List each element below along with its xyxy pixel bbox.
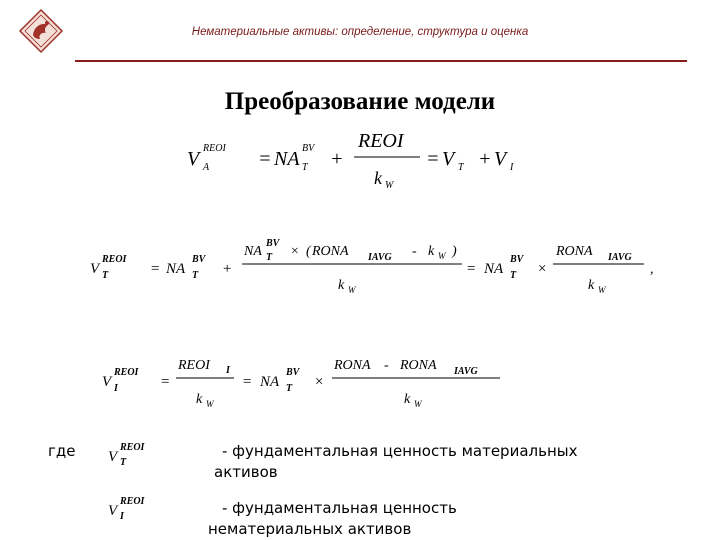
svg-text:k: k (338, 278, 345, 293)
svg-text:I: I (510, 162, 514, 173)
svg-text:): ) (452, 244, 457, 259)
legend-item-1-text-cont: активов (214, 463, 278, 481)
svg-text:T: T (102, 270, 109, 281)
svg-text:+: + (330, 148, 344, 170)
svg-text:k: k (404, 392, 411, 407)
legend-item-2-text-cont: нематериальных активов (208, 520, 412, 538)
svg-text:V: V (102, 374, 112, 390)
header-title: Нематериальные активы: определение, структура и оценка (191, 26, 529, 38)
svg-text:=: = (160, 374, 171, 390)
svg-text:=: = (242, 374, 253, 390)
svg-text:REOI: REOI (120, 442, 145, 453)
svg-text:BV: BV (192, 254, 206, 265)
svg-text:k: k (374, 168, 382, 188)
svg-text:×: × (537, 261, 548, 277)
svg-text:×: × (290, 244, 300, 259)
svg-text:T: T (510, 270, 517, 281)
svg-text:RONA: RONA (334, 358, 371, 373)
svg-text:NA: NA (166, 261, 186, 277)
svg-text:W: W (206, 399, 214, 409)
svg-text:,: , (650, 262, 654, 277)
svg-text:V: V (494, 148, 507, 170)
svg-text:BV: BV (266, 238, 280, 249)
svg-text:BV: BV (302, 143, 315, 154)
svg-text:W: W (438, 251, 446, 261)
legend-item-1-text: - фундаментальная ценность материальных (222, 442, 578, 460)
svg-text:+: + (478, 148, 492, 170)
svg-text:V: V (90, 261, 100, 277)
svg-text:RONA: RONA (556, 244, 593, 259)
svg-text:REOI: REOI (358, 130, 404, 152)
svg-text:NA: NA (244, 244, 262, 259)
legend-where-label: где (48, 442, 76, 460)
svg-text:W: W (348, 285, 356, 295)
svg-text:=: = (150, 261, 161, 277)
svg-text:NA: NA (260, 374, 280, 390)
svg-text:V: V (108, 503, 118, 519)
svg-text:V: V (108, 449, 118, 465)
svg-text:T: T (286, 383, 293, 394)
svg-text:NA: NA (484, 261, 504, 277)
svg-text:REOI: REOI (178, 358, 210, 373)
svg-text:BV: BV (286, 367, 300, 378)
svg-text:T: T (120, 457, 127, 468)
svg-text:IAVG: IAVG (454, 366, 478, 377)
svg-text:T: T (192, 270, 199, 281)
svg-text:V: V (442, 148, 455, 170)
svg-text:W: W (385, 180, 394, 191)
svg-text:A: A (203, 162, 210, 173)
svg-text:W: W (414, 399, 422, 409)
svg-text:-: - (412, 244, 417, 259)
svg-text:×: × (314, 374, 325, 390)
slide-title: Преобразование модели (224, 88, 496, 115)
svg-text:T: T (458, 162, 464, 173)
svg-text:BV: BV (510, 254, 524, 265)
svg-text:I: I (114, 383, 118, 394)
svg-text:k: k (428, 244, 435, 259)
svg-text:I: I (226, 365, 230, 376)
svg-text:REOI: REOI (102, 254, 127, 265)
svg-text:RONA: RONA (400, 358, 437, 373)
svg-text:IAVG: IAVG (368, 252, 392, 263)
svg-text:RONA: RONA (312, 244, 349, 259)
svg-text:IAVG: IAVG (608, 252, 632, 263)
svg-text:REOI: REOI (114, 367, 139, 378)
svg-text:+: + (222, 261, 233, 277)
svg-text:T: T (302, 162, 308, 173)
legend-item-2-text: - фундаментальная ценность (222, 499, 457, 517)
svg-text:V: V (187, 148, 200, 170)
svg-text:k: k (588, 278, 595, 293)
svg-text:W: W (598, 285, 606, 295)
svg-text:REOI: REOI (120, 496, 145, 507)
svg-text:=: = (258, 148, 272, 170)
svg-text:(: ( (306, 244, 311, 259)
svg-text:-: - (384, 358, 389, 373)
svg-text:I: I (120, 511, 124, 522)
svg-text:k: k (196, 392, 203, 407)
svg-text:=: = (466, 261, 477, 277)
svg-text:T: T (266, 252, 273, 263)
svg-text:REOI: REOI (203, 143, 226, 154)
svg-text:NA: NA (274, 148, 300, 170)
svg-text:=: = (426, 148, 440, 170)
